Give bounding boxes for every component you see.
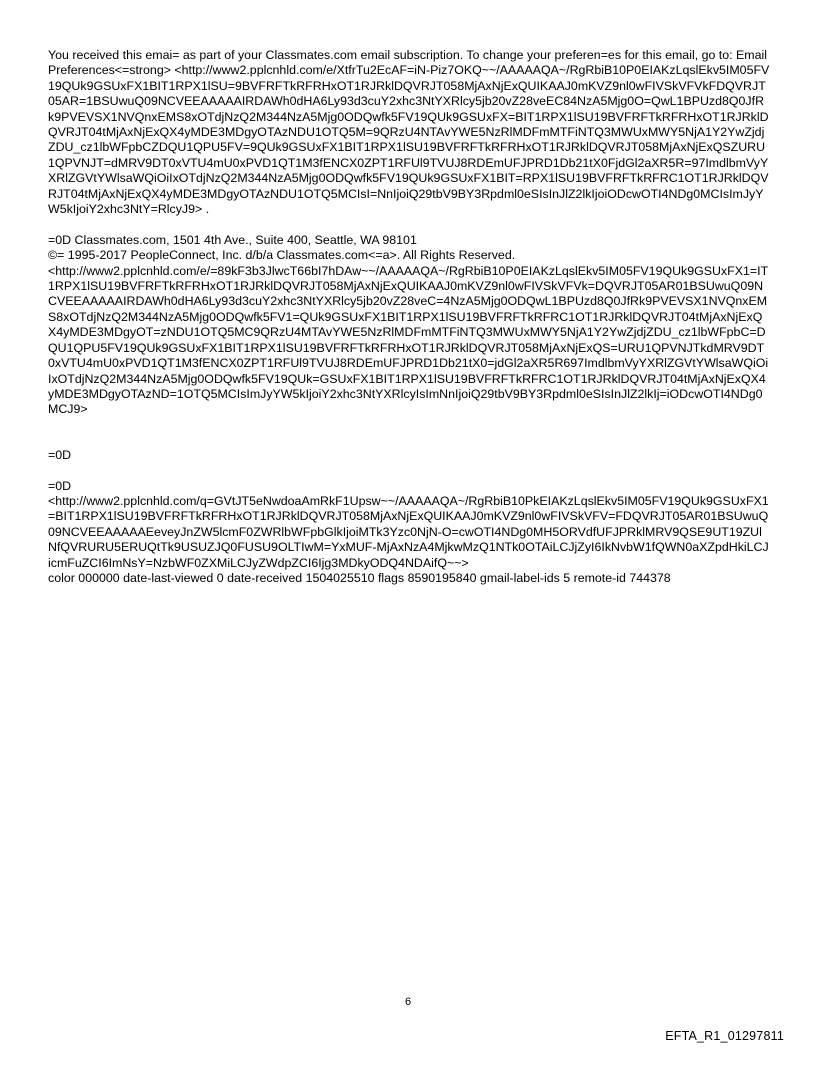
copyright-link-url: <http://www2.pplcnhld.com/e/=89kF3b3JlwcT66bI7hDAw~~/AAAAAQA~/RgRbiB10P0EIAKzLqslEkv5IM05FV19QUk9GSUxFX1=IT1RPX1lSU19BVFRFTkRFRHxOT1RJRklDQVRJT058MjAxNjExQUIKAAJ0mKVZ9nl0wFIVSkVFVk=DQVRJT05AR01BSUwuQ09NCVEEAAAAAIRDAWh0dHA6Ly93d3cuY2xhc3NtYXRlcy5jb20vZ28veC=4NzA5Mjg0ODQwL1BPUzd8Q0JfRk9PVEVSX1NVQnxEMS8xOTdjNzQ2M344NzA5Mjg0ODQwfk5FV1=QUk9GSUxFX1BIT1RPX1lSU19BVFRFTkRFRC1OT1RJRklDQVRJT04tMjAxNjExQX4yMDE3MDgyOT=zNDU1OTQ5MC9QRzU4MTAvYWE5NzRlMDFmMTFiNTQ3MWUxMWY5NjA1Y2YwZjdjZDU_cz1lbWFpbC=DQU1QPU5FV19QUk9GSUxFX1BIT1RPX1lSU19BVFRFTkRFRHxOT1RJRklDQVRJT058MjAxNjExQS=URU1QPVNJTkdMRV9DT0xVTU4mU0xPVD1QT1M3fENCX0ZPT1RFUl9TVUJ8RDEmUFJPRD1Db21tX0=jdGl2aXR5R697ImdlbmVyYXRlZGVtYWlsaWQiOiIxOTdjNzQ2M344NzA5Mjg0ODQwfk5FV19QUk=GSUxFX1BIT1RPX1lSU19BVFRFTkRFRC1OT1RJRklDQVRJT04tMjAxNjExQX4yMDE3MDgyOTAzND=1OTQ5MCIsImJyYW5kIjoiY2xhc3NtYXRlcyIsImNnIjoiQ29tbV9BY3Rpdml0eSIsInJlZ2lkIj=iODcwOTI4NDg0MCJ9> <box>48 263 769 417</box>
spacer <box>48 463 770 478</box>
tracking-link-url: <http://www2.pplcnhld.com/q=GVtJT5eNwdoaAmRkF1Upsw~~/AAAAAQA~/RgRbiB10PkEIAKzLqslEkv5IM05FV19QUk9GSUxFX1=BIT1RPX1lSU19BVFRFTkRFRHxOT1RJRklDQVRJT058MjAxNjExQUIKAAJ0mKVZ9nl0wFIVSkVFV=FDQVRJT05AR01BSUwuQ09NCVEEAAAAAEeveyJnZW5lcmF0ZWRlbWFpbGlkIjoiMTk3Yzc0NjN-O=cwOTI4NDg0MH5ORVdfUFJPRklMRV9QSE9UT19ZUlNfQVRURU5ERUQtTk9USUZJQ0FUSU9OLTIwM=YxMUF-MjAxNzA4MjkwMzQ1NTk0OTAiLCJjZyI6IkNvbW1fQWN0aXZpdHkiLCJicmFuZCI6ImNsY=NzbWF0ZXMiLCJyZWdpZCI6Ijg3MDkyODQ4NDAifQ~~> <box>48 493 769 570</box>
page-number: 6 <box>404 996 412 1008</box>
address-line: =0D Classmates.com, 1501 4th Ave., Suite 400, Seattle, WA 98101 <box>48 232 417 247</box>
copyright-line: ©= 1995-2017 PeopleConnect, Inc. d/b/a Classmates.com<=a>. All Rights Reserved. <box>48 248 516 263</box>
subscription-paragraph: You received this emai= as part of your Classmates.com email subscription. To change your preferen=es for this email, go to: Email Preferences<=strong> <http://www2.pplcnhld.com/e/XtfrTu2EcAF=iN-Piz7OKQ~~/AAAAAQA~/RgRbiB10P0EIAKzLqslEkv5IM05FV19QUk9GSUxFX1BIT1RPX1lSU=9BVFRFTkRFRHxOT1RJRklDQVRJT058MjAxNjExQUIKAAJ0mKVZ9nl0wFIVSkVFVkFDQVRJT05AR=1BSUwuQ09NCVEEAAAAAIRDAWh0dHA6Ly93d3cuY2xhc3NtYXRlcy5jb20vZ28veEC84NzA5Mjg0O=QwL1BPUzd8Q0JfRk9PVEVSX1NVQnxEMS8xOTdjNzQ2M344NzA5Mjg0ODQwfk5FV19QUk9GSUxFX=BIT1RPX1lSU19BVFRFTkRFRHxOT1RJRklDQVRJT04tMjAxNjExQX4yMDE3MDgyOTAzNDU1OTQ5M=9QRzU4NTAvYWE5NzRlMDFmMTFiNTQ3MWUxMWY5NjA1Y2YwZjdjZDU_cz1lbWFpbCZDQU1QPU5FV=9QUk9GSUxFX1BIT1RPX1lSU19BVFRFTkRFRHxOT1RJRklDQVRJT058MjAxNjExQSZURU1QPVNJT=dMRV9DT0xVTU4mU0xPVD1QT1M3fENCX0ZPT1RFUl9TVUJ8RDEmUFJPRD1Db21tX0FjdGl2aXR5R=97ImdlbmVyYXRlZGVtYWlsaWQiOiIxOTdjNzQ2M344NzA5Mjg0ODQwfk5FV19QUk9GSUxFX1BIT=RPX1lSU19BVFRFTkRFRC1OT1RJRklDQVRJT04tMjAxNjExQX4yMDE3MDgyOTAzNDU1OTQ5MCIsI=NnIjoiQ29tbV9BY3Rpdml0eSIsInJlZ2lkIjoiODcwOTI4NDg0MCIsImJyYW5kIjoiY2xhc3NtY=RlcyJ9> . <box>48 48 771 217</box>
document-id-stamp: EFTA_R1_01297811 <box>665 1029 784 1043</box>
email-body <box>48 48 770 586</box>
spacer <box>48 217 770 232</box>
line-break-marker: =0D <box>48 447 72 462</box>
email-metadata-line: color 000000 date-last-viewed 0 date-received 1504025510 flags 8590195840 gmail-label-ids 5 remote-id 744378 <box>48 570 671 585</box>
spacer <box>48 418 770 448</box>
line-break-marker: =0D <box>48 478 72 493</box>
